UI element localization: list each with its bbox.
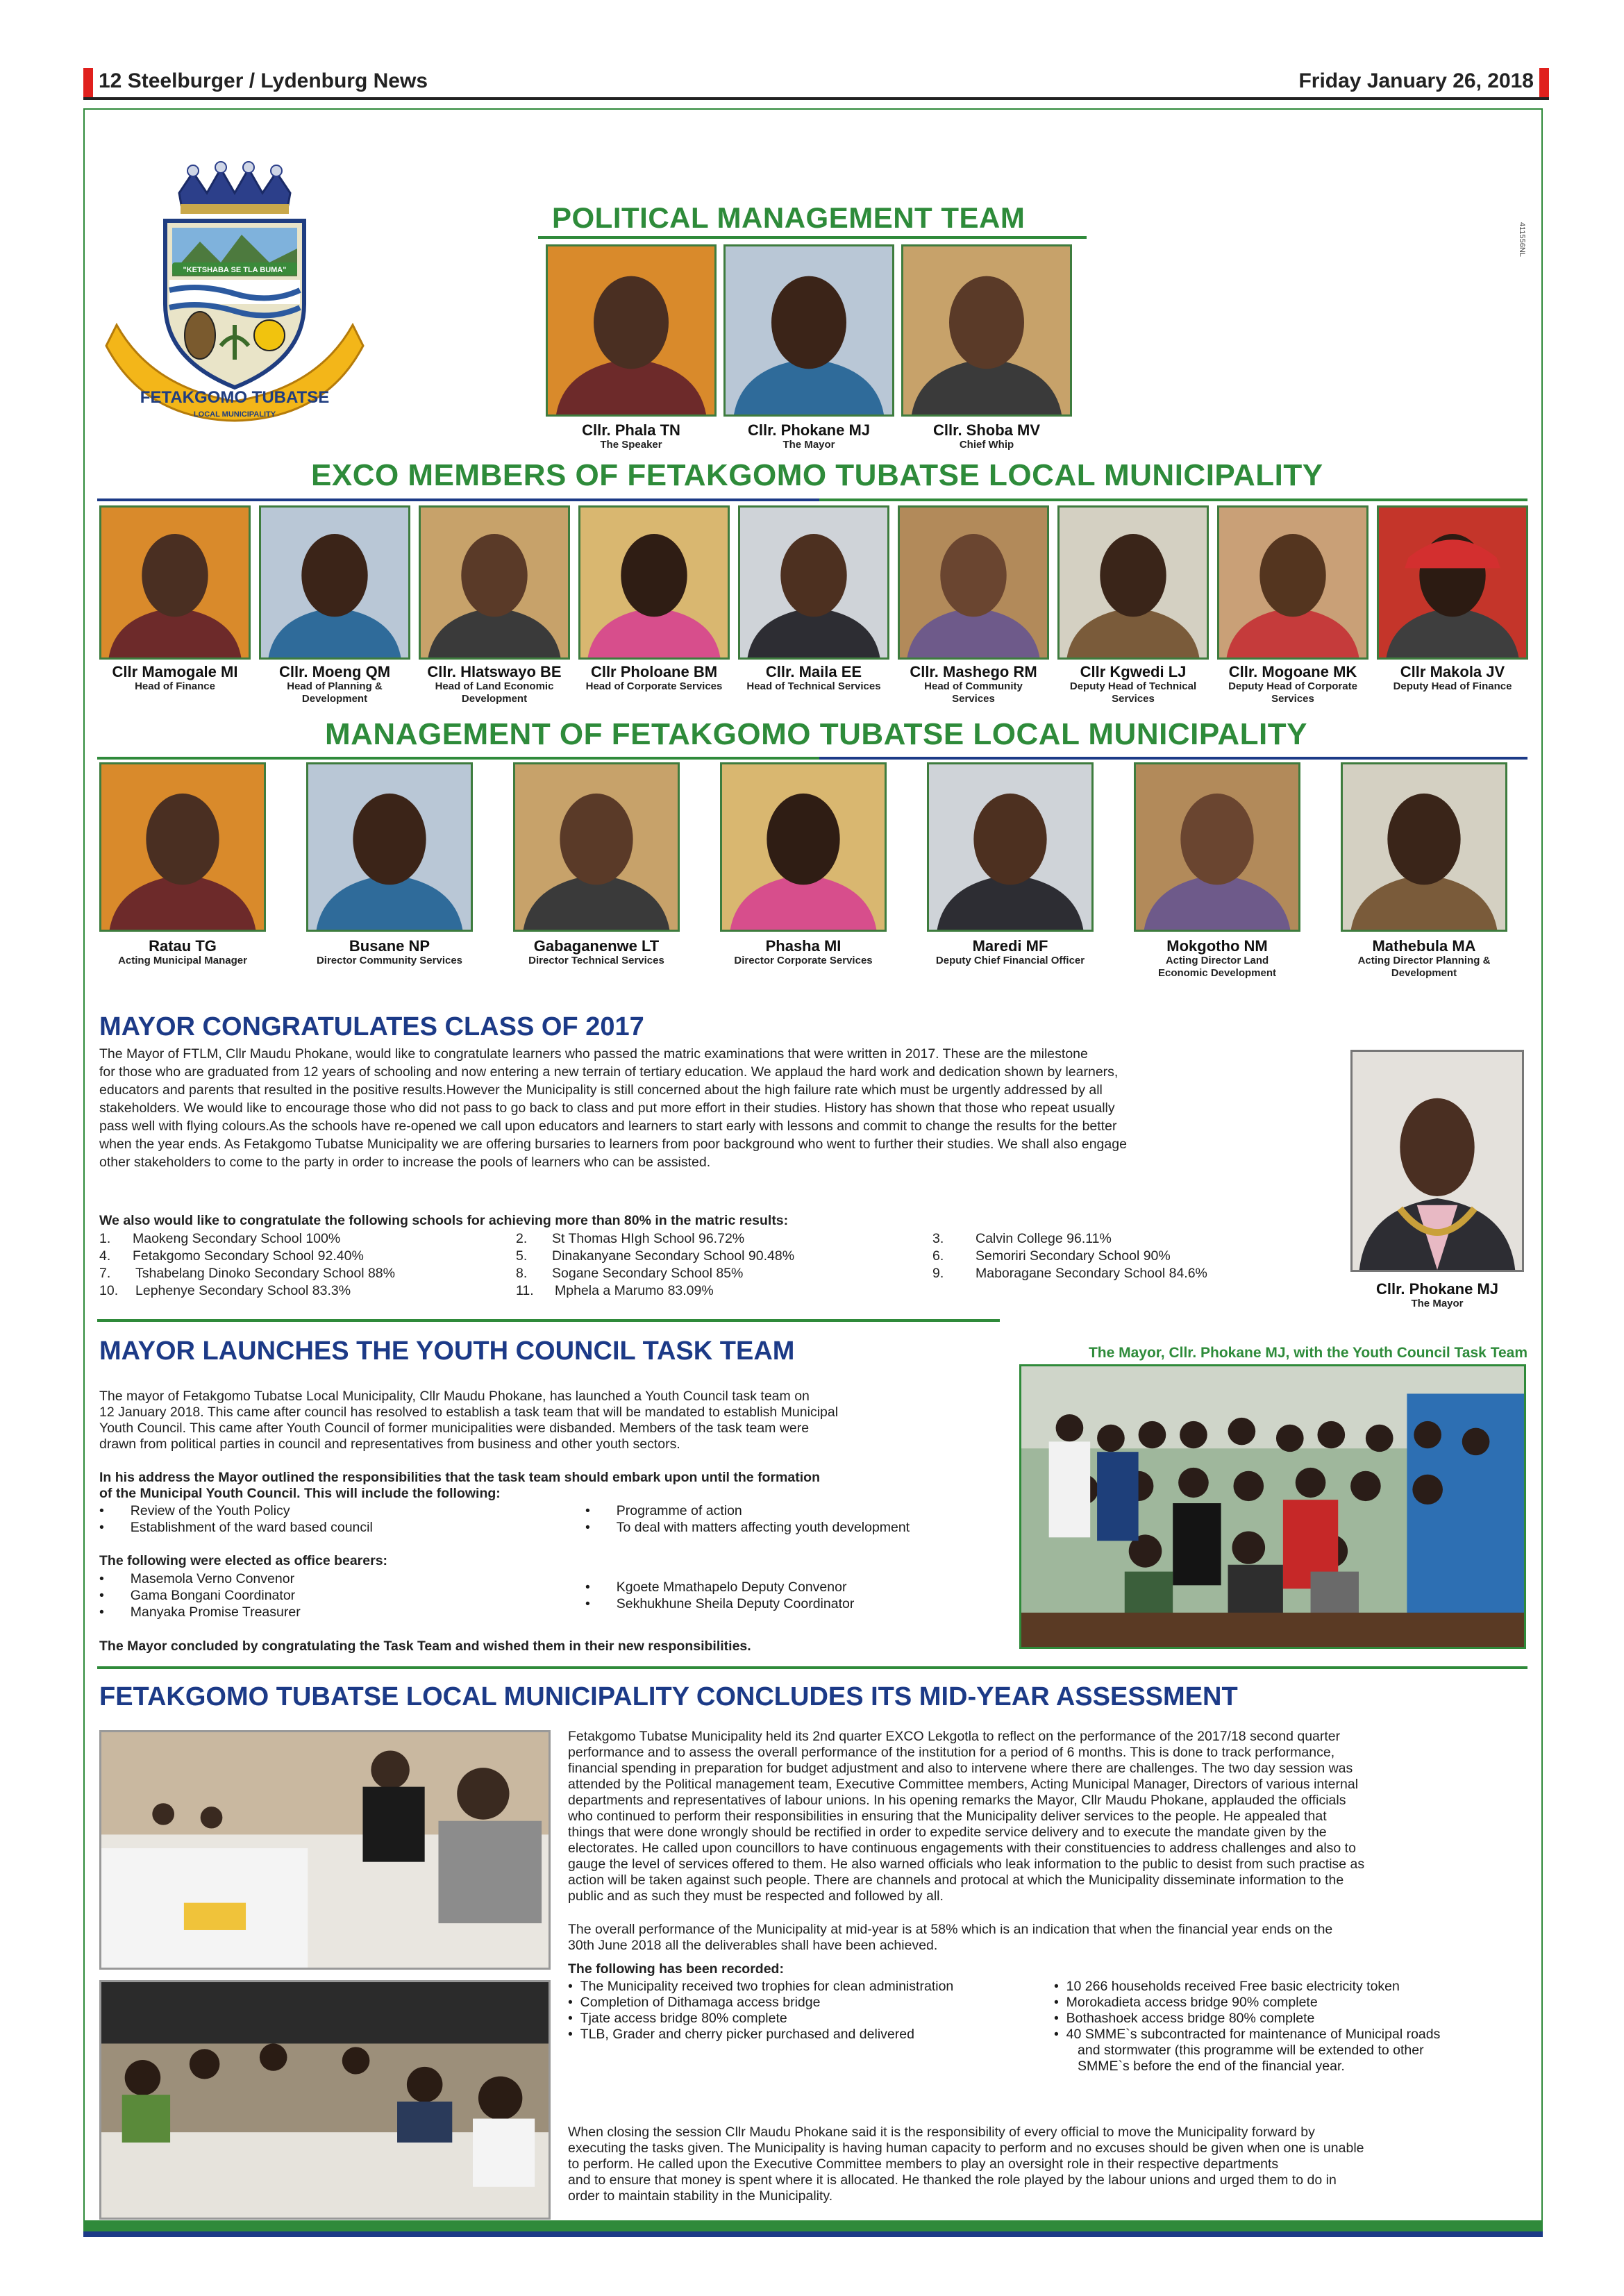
exco-member-name: Cllr. Mashego RM [910, 663, 1037, 680]
youth-closing: The Mayor concluded by congratulating the Task Team and wished them in their new responsibilities. [99, 1639, 751, 1654]
manager-caption [82, 938, 283, 967]
manager-caption [496, 938, 697, 967]
schools-col-2 [516, 1230, 905, 1300]
exco-member-photo [259, 505, 410, 660]
class-2017-title: MAYOR CONGRATULATES CLASS OF 2017 [99, 1012, 644, 1041]
list-item: 2. St Thomas HIgh School 96.72% [516, 1231, 745, 1246]
exco-title-rule-left [97, 498, 819, 501]
list-item: • Kgoete Mmathapelo Deputy Convenor [585, 1579, 847, 1595]
exco-member-role-line2: Services [952, 693, 995, 705]
manager-role: Acting Director Planning & [1357, 955, 1491, 966]
exco-member-photo [99, 505, 251, 660]
midyear-paragraph-2: The overall performance of the Municipality at mid-year is at 58% which is an indication that when the financial year ends on the 30th June 2018 all the deliverables shall have been achieved. [568, 1922, 1333, 1953]
political-member-photo [723, 244, 894, 417]
list-item: 5. Dinakanyane Secondary School 90.48% [516, 1248, 795, 1264]
political-member-photo [901, 244, 1072, 417]
exco-member-role-line2: Development [461, 693, 528, 705]
list-item: • Sekhukhune Sheila Deputy Coordinator [585, 1596, 855, 1611]
svg-text:"KETSHABA SE TLA BUMA": "KETSHABA SE TLA BUMA" [183, 266, 287, 274]
midyear-section-rule [97, 1666, 1527, 1669]
list-item: • Masemola Verno Convenor [99, 1571, 295, 1586]
manager-photo [1134, 762, 1300, 932]
list-item: 11. Mphela a Marumo 83.09% [516, 1283, 714, 1298]
exco-member-caption [1214, 664, 1372, 705]
youth-title: MAYOR LAUNCHES THE YOUTH COUNCIL TASK TEAM [99, 1336, 795, 1366]
exco-member-caption [575, 664, 733, 693]
office-bearers-right [585, 1579, 854, 1612]
list-item: 1. Maokeng Secondary School 100% [99, 1231, 341, 1246]
political-member-name: Cllr. Shoba MV [932, 421, 1041, 439]
exco-member-name: Cllr. Mogoane MK [1228, 663, 1357, 680]
list-item: • Gama Bongani Coordinator [99, 1588, 296, 1603]
ad-code: 411556NL [1518, 222, 1526, 257]
list-item: 9. Maboragane Secondary School 84.6% [932, 1266, 1207, 1281]
schools-col-1 [99, 1230, 488, 1300]
midyear-paragraph-3: When closing the session Cllr Maudu Phokane said it is the responsibility of every official to move the Municipality forward by executing the tasks given. The Municipality is having human capacity to perform and no excuses should be given when one is unable to perform. He called upon the Executive Committee members to play an oversight role in their respective departments and to ensure that money is spent where it is allocated. He thanked the role played by the labour unions and urged them to do in order to maintain stability in the Municipality. [568, 2125, 1364, 2204]
political-title-rule [538, 236, 1087, 239]
manager-name: Ratau TG [149, 937, 217, 955]
manager-caption [289, 938, 490, 967]
svg-text:FETAKGOMO TUBATSE: FETAKGOMO TUBATSE [140, 388, 330, 407]
exco-member-caption [894, 664, 1053, 705]
list-item: • Review of the Youth Policy [99, 1503, 290, 1518]
manager-photo [99, 762, 266, 932]
exco-member-role: Head of Finance [135, 680, 215, 692]
manager-caption [1323, 938, 1525, 980]
exco-member-caption [96, 664, 254, 693]
list-item: • TLB, Grader and cherry picker purchased and delivered [568, 2027, 914, 2042]
recorded-intro: The following has been recorded: [568, 1961, 784, 1977]
exco-member-name: Cllr. Moeng QM [278, 663, 391, 680]
meeting-photo-top [99, 1730, 551, 1970]
mayor-portrait-caption: Cllr. Phokane MJ The Mayor [1375, 1280, 1499, 1309]
footer-blue-band [83, 2231, 1543, 2237]
list-item: • To deal with matters affecting youth development [585, 1520, 910, 1535]
political-member-name: Cllr. Phala TN [582, 421, 680, 439]
exco-member-photo [578, 505, 730, 660]
class-2017-body: The Mayor of FTLM, Cllr Maudu Phokane, would like to congratulate learners who passed the matric examinations that were written in 2017. These are the milestone for those who are graduated from 12 years of schooling and now entering a new terrain of tertiary education. We applaud the hard work and dedication shown by learners, educators and parents that resulted in the positive results.However the Municipality is still concerned about the high failure rate which must be urgently addressed by all stakeholders. We would like to encourage those who did not pass to go back to class and put more effort in their studies. History has shown that those who repeat usually pass well with flying colours.As the schools have re-opened we call upon educators and learners to start early with lessons and commit to change the results for the better when the year ends. As Fetakgomo Tubatse Municipality we are offering bursaries to learners from poor background who went to further their studies. We shall also engage other stakeholders to come to the party in order to increase the pools of learners who can be assisted. [99, 1046, 1127, 1170]
manager-role-line2: Economic Development [1157, 967, 1277, 979]
exco-member-role-line2: Services [1271, 693, 1314, 705]
exco-member-role: Deputy Head of Finance [1393, 680, 1512, 692]
exco-member-photo [419, 505, 570, 660]
midyear-paragraph-1: Fetakgomo Tubatse Municipality held its 2nd quarter EXCO Lekgotla to reflect on the performance of the 2017/18 second quarter performance and to assess the overall performance of the institution for a period of 6 months. This is done to track performance, financial spending in preparation for budget adjustment and also to intervene where there are challenges. The two day session was attended by the Political management team, Executive Committee members, Acting Municipal Manager, Directors of various internal departments and representatives of labour unions. In his opening remarks the Mayor, Cllr Maudu Phokane, applauded the officials who continued to perform their responsibilities in ensuring that the Municipality deliver services to the people. He appealed that things that were done wrongly should be rectified in order to expedite service delivery and to execute the mandate given by the electorates. He called upon councillors to have continuous engagements with their constituencies to address challenges and also to gauge the level of services offered to them. He also warned officials who leak information to the public to desist from such practise as action will be taken against such people. There are channels and protocal at which the Municipality disseminate information to the public and as such they must be respected and followed by all. [568, 1729, 1365, 1904]
manager-role: Director Community Services [316, 955, 463, 966]
exco-member-role: Head of Corporate Services [585, 680, 723, 692]
exco-member-name: Cllr Mamogale MI [112, 663, 238, 680]
exco-member-caption [256, 664, 414, 705]
youth-responsibilities-intro: In his address the Mayor outlined the responsibilities that the task team should embark upon until the formation of the Municipal Youth Council. This will include the following: [99, 1470, 820, 1501]
office-bearers-left [99, 1570, 301, 1620]
svg-text:LOCAL MUNICIPALITY: LOCAL MUNICIPALITY [193, 410, 276, 419]
manager-role: Director Corporate Services [734, 955, 873, 966]
political-member-caption [896, 422, 1077, 451]
office-bearers-intro: The following were elected as office bearers: [99, 1553, 388, 1568]
exco-member-photo [898, 505, 1049, 660]
management-title-rule-right [819, 757, 1527, 760]
political-member-caption [541, 422, 721, 451]
manager-role: Director Technical Services [528, 955, 664, 966]
manager-name: Busane NP [349, 937, 430, 955]
list-item: • The Municipality received two trophies for clean administration [568, 1979, 954, 1994]
manager-photo [306, 762, 473, 932]
list-item: 8. Sogane Secondary School 85% [516, 1266, 744, 1281]
exco-member-name: Cllr Makola JV [1400, 663, 1505, 680]
exco-member-photo [1377, 505, 1528, 660]
recorded-right: • 10 266 households received Free basic electricity token • Morokadieta access bridge 90% complete • Bothashoek access bridge 80% complete • 40 SMME`s subcontracted for maintenance of Municipal roads and stormwater (this programme will be extended to other SMME`s before the end of the financial year. [1054, 1979, 1441, 2074]
manager-name: Phasha MI [765, 937, 842, 955]
header-red-tab-left [83, 68, 93, 97]
exco-member-photo [738, 505, 889, 660]
list-item: 6. Semoriri Secondary School 90% [932, 1248, 1171, 1264]
manager-caption [703, 938, 904, 967]
list-item: • Morokadieta access bridge 90% complete [1054, 1995, 1318, 2010]
meeting-photo-bottom [99, 1980, 551, 2220]
header-rule [83, 97, 1549, 100]
recorded-left [568, 1979, 953, 2043]
political-member-role: Chief Whip [959, 439, 1014, 451]
manager-photo [927, 762, 1094, 932]
exco-title-rule-right [819, 498, 1527, 501]
municipality-logo [103, 158, 367, 422]
exco-member-role: Deputy Head of Technical [1069, 680, 1197, 692]
exco-member-role-line2: Services [1112, 693, 1155, 705]
manager-name: Gabaganenwe LT [533, 937, 660, 955]
exco-member-caption [1373, 664, 1532, 693]
exco-member-photo [1057, 505, 1209, 660]
manager-photo [1341, 762, 1507, 932]
exco-member-photo [1217, 505, 1368, 660]
youth-section-rule [97, 1319, 1000, 1322]
youth-team-photo [1019, 1364, 1526, 1649]
header-red-tab-right [1539, 68, 1549, 97]
list-item: • Manyaka Promise Treasurer [99, 1604, 301, 1620]
list-item: 10. Lephenye Secondary School 83.3% [99, 1283, 351, 1298]
manager-caption [1116, 938, 1318, 980]
manager-name: Mokgotho NM [1166, 937, 1268, 955]
exco-member-role: Deputy Head of Corporate [1228, 680, 1357, 692]
political-team-title: POLITICAL MANAGEMENT TEAM [552, 201, 1026, 234]
youth-responsibilities-left [99, 1502, 373, 1536]
list-item: • 10 266 households received Free basic electricity token [1054, 1979, 1400, 1994]
manager-name: Mathebula MA [1372, 937, 1476, 955]
manager-name: Maredi MF [972, 937, 1048, 955]
list-item: • Completion of Dithamaga access bridge [568, 1995, 821, 2010]
list-item: 4. Fetakgomo Secondary School 92.40% [99, 1248, 364, 1264]
exco-title: EXCO MEMBERS OF FETAKGOMO TUBATSE LOCAL MUNICIPALITY [311, 458, 1323, 492]
exco-member-name: Cllr Kgwedi LJ [1080, 663, 1187, 680]
manager-caption [910, 938, 1111, 967]
political-member-name: Cllr. Phokane MJ [747, 421, 871, 439]
list-item: • Programme of action [585, 1503, 742, 1518]
management-title: MANAGEMENT OF FETAKGOMO TUBATSE LOCAL MUNICIPALITY [325, 717, 1307, 751]
manager-photo [720, 762, 887, 932]
schools-col-3 [932, 1230, 1321, 1282]
crown-icon [179, 162, 290, 214]
political-member-caption [719, 422, 899, 451]
exco-member-name: Cllr. Hlatswayo BE [427, 663, 562, 680]
youth-body: The mayor of Fetakgomo Tubatse Local Municipality, Cllr Maudu Phokane, has launched a Youth Council task team on 12 January 2018. This came after council has resolved to establish a task team that will be mandated to establish Municipal Youth Council. This came after Youth Council of former municipalities were disbanded. Members of the task team were drawn from political parties in council and representatives from business and other youth sectors. [99, 1389, 839, 1452]
political-member-role: The Mayor [782, 439, 835, 451]
manager-role: Acting Municipal Manager [118, 955, 247, 966]
manager-role: Deputy Chief Financial Officer [935, 955, 1085, 966]
schools-intro: We also would like to congratulate the following schools for achieving more than 80% in the matric results: [99, 1213, 789, 1228]
header-date: Friday January 26, 2018 [1298, 69, 1534, 92]
political-member-role: The Speaker [600, 439, 662, 451]
political-member-photo [546, 244, 717, 417]
manager-photo [513, 762, 680, 932]
exco-member-name: Cllr Pholoane BM [590, 663, 718, 680]
list-item: 3. Calvin College 96.11% [932, 1231, 1112, 1246]
exco-member-role-line2: Development [301, 693, 368, 705]
manager-role: Acting Director Land [1165, 955, 1269, 966]
exco-member-caption [415, 664, 574, 705]
exco-member-role: Head of Land Economic [435, 680, 554, 692]
youth-responsibilities-right [585, 1502, 910, 1536]
list-item: • Tjate access bridge 80% complete [568, 2011, 787, 2026]
manager-role-line2: Development [1391, 967, 1457, 979]
exco-member-role: Head of Community [924, 680, 1023, 692]
exco-member-caption [735, 664, 893, 693]
footer-green-band [83, 2220, 1543, 2231]
management-title-rule-left [97, 757, 819, 760]
mayor-portrait [1350, 1050, 1524, 1272]
youth-photo-caption: The Mayor, Cllr. Phokane MJ, with the Youth Council Task Team [1088, 1345, 1527, 1361]
header-left-text: 12 Steelburger / Lydenburg News [99, 69, 428, 92]
list-item: • Bothashoek access bridge 80% complete [1054, 2011, 1315, 2026]
list-item: • Establishment of the ward based council [99, 1520, 373, 1535]
exco-member-caption [1054, 664, 1212, 705]
exco-member-name: Cllr. Maila EE [765, 663, 862, 680]
midyear-title: FETAKGOMO TUBATSE LOCAL MUNICIPALITY CONCLUDES ITS MID-YEAR ASSESSMENT [99, 1682, 1238, 1711]
exco-member-role: Head of Technical Services [746, 680, 881, 692]
exco-member-role: Head of Planning & [287, 680, 383, 692]
list-item: 7. Tshabelang Dinoko Secondary School 88% [99, 1266, 395, 1281]
list-item: • 40 SMME`s subcontracted for maintenance of Municipal roads [1054, 2027, 1441, 2042]
